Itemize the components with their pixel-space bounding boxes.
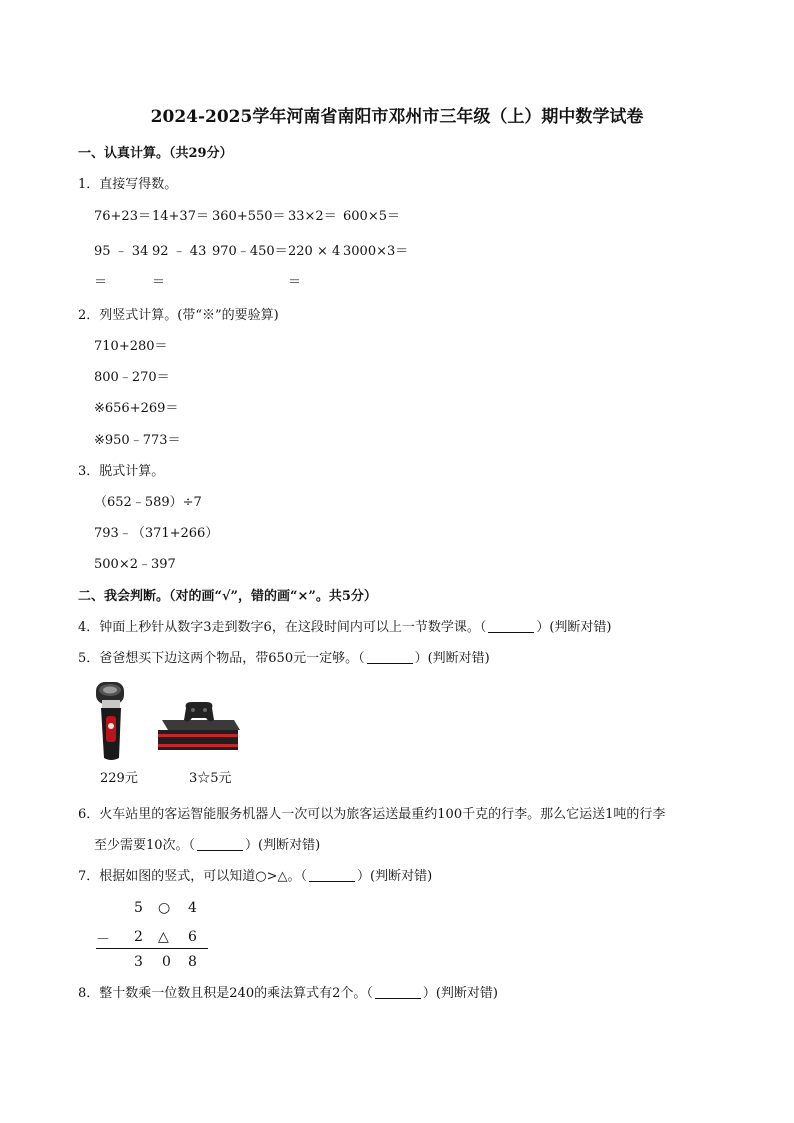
- q1-item: 92 ﹣ 43: [152, 244, 207, 259]
- q1-item: 600×5＝: [343, 209, 400, 224]
- q6-suffix: ）(判断对错): [245, 838, 321, 853]
- q1-equals: ＝: [94, 275, 108, 290]
- q7: [78, 869, 432, 885]
- q4-suffix: ）(判断对错): [536, 620, 612, 635]
- q3-item: 793﹣（371+266）: [94, 526, 219, 541]
- q1-item: 76+23＝: [94, 209, 151, 224]
- digit: 3: [134, 954, 143, 970]
- q2-item: ※656+269＝: [94, 401, 179, 416]
- digit: 2: [134, 929, 143, 945]
- q6-line1: 6．火车站里的客运智能服务机器人一次可以为旅客运送最重约100千克的行李。那么它运送1吨的行李: [78, 807, 666, 822]
- price-label: 229元: [100, 771, 138, 786]
- q1-item: 33×2＝: [288, 209, 337, 224]
- q1-item: 14+37＝: [152, 209, 209, 224]
- q5-text: 5．爸爸想买下边这两个物品，带650元一定够。（: [78, 651, 365, 666]
- price-label: 3☆5元: [189, 771, 232, 786]
- q3-item: 500×2﹣397: [94, 557, 176, 572]
- digit: 6: [188, 929, 197, 945]
- answer-blank[interactable]: [197, 838, 243, 851]
- page-title: 2024-2025学年河南省南阳市邓州市三年级（上）期中数学试卷: [150, 107, 644, 127]
- answer-blank[interactable]: [309, 869, 355, 882]
- minus-sign: －: [96, 932, 110, 948]
- q3-item: （652﹣589）÷7: [94, 495, 202, 510]
- shaver-icon: [90, 680, 134, 764]
- game-console-icon: [156, 700, 242, 758]
- circle-symbol: ○: [158, 900, 171, 916]
- q1-item: 3000×3＝: [343, 244, 409, 259]
- digit: 4: [188, 900, 197, 916]
- q2-item: ※950﹣773＝: [94, 433, 181, 448]
- q1-item: 970﹣450＝: [212, 244, 288, 259]
- q6-line2: [94, 838, 320, 854]
- q7-text: 7．根据如图的竖式，可以知道○>△。（: [78, 869, 308, 884]
- vertical-divider-line: [96, 948, 208, 949]
- answer-blank[interactable]: [488, 620, 534, 633]
- q1-item: 360+550＝: [212, 209, 286, 224]
- digit: 0: [162, 954, 171, 970]
- q1-item: 95 ﹣ 34: [94, 244, 149, 259]
- q8-text: 8．整十数乘一位数且积是240的乘法算式有2个。（: [78, 986, 373, 1001]
- q2-item: 710+280＝: [94, 339, 168, 354]
- q3-label: 3．脱式计算。: [78, 464, 165, 479]
- vertical-subtraction: [96, 896, 208, 976]
- section-1-heading: 一、认真计算。（共29分）: [78, 146, 233, 161]
- q6-text: 至少需要10次。（: [94, 838, 196, 853]
- answer-blank[interactable]: [375, 986, 421, 999]
- triangle-symbol: △: [158, 929, 169, 945]
- q8-suffix: ）(判断对错): [422, 986, 499, 1001]
- digit: 8: [188, 954, 197, 970]
- q5: [78, 651, 490, 667]
- q8: [78, 986, 498, 1002]
- q2-item: 800﹣270＝: [94, 370, 170, 385]
- q2-label: 2．列竖式计算。(带“※”的要验算): [78, 308, 279, 323]
- digit: 5: [134, 900, 143, 916]
- q5-suffix: ）(判断对错): [414, 651, 490, 666]
- q1-equals: ＝: [288, 275, 302, 290]
- q1-label: 1．直接写得数。: [78, 177, 178, 192]
- q7-suffix: ）(判断对错): [357, 869, 433, 884]
- section-2-heading: 二、我会判断。（对的画“√”，错的画“×”。共5分）: [78, 589, 377, 604]
- q1-equals: ＝: [152, 275, 166, 290]
- answer-blank[interactable]: [367, 651, 413, 664]
- q4-text: 4．钟面上秒针从数字3走到数字6，在这段时间内可以上一节数学课。（: [78, 620, 487, 635]
- q4: [78, 620, 611, 636]
- q1-item: 220 × 4: [288, 244, 341, 259]
